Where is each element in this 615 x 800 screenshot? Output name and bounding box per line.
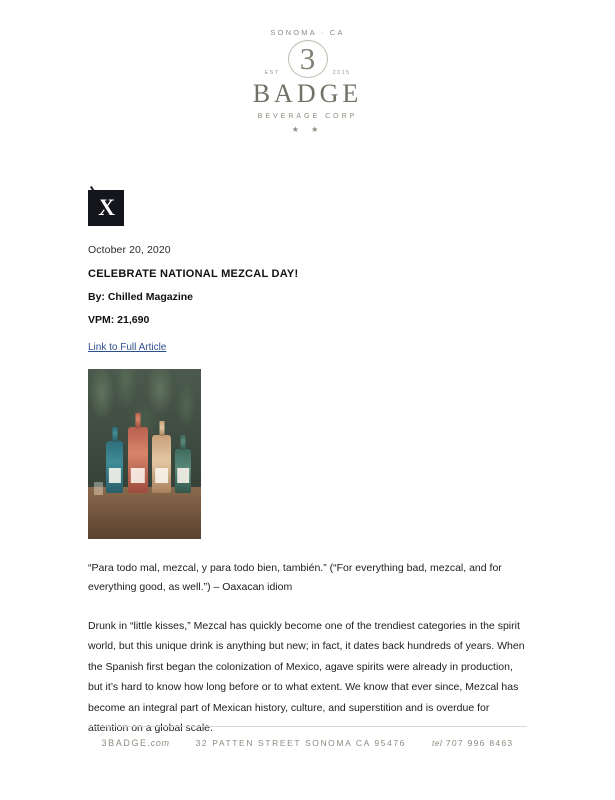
photo-table-surface <box>88 487 201 539</box>
article-headline: CELEBRATE NATIONAL MEZCAL DAY! <box>88 268 299 280</box>
logo-arc-text: SONOMA · CA <box>270 28 345 37</box>
logo-mark <box>281 38 335 78</box>
photo-bottle-4 <box>175 449 191 493</box>
article-quote: “Para todo mal, mezcal, y para todo bien, también.” (“For everything bad, mezcal, and for everything good, as well.”) – Oaxacan idiom <box>88 562 502 594</box>
photo-bottle-label <box>177 468 189 483</box>
footer-brand <box>102 738 170 748</box>
logo-numeral: 3 <box>299 40 316 76</box>
badge-logo <box>243 28 373 134</box>
photo-bottle-1 <box>106 441 123 493</box>
logo-glyph: X <box>98 195 114 220</box>
article-byline: By: Chilled Magazine <box>88 291 194 303</box>
logo-est-label: EST <box>264 70 280 76</box>
logo-stars-icon: ★ ★ <box>291 125 324 134</box>
photo-bottle-label <box>108 468 120 483</box>
logo-wordmark: BADGE <box>252 79 363 108</box>
logo-subtitle: BEVERAGE CORP <box>257 113 358 120</box>
photo-bottle-2 <box>128 427 148 493</box>
logo-ring <box>288 40 328 78</box>
logo-est-year: 2015 <box>332 70 351 76</box>
article-date: October 20, 2020 <box>88 244 171 256</box>
masthead <box>0 0 615 134</box>
photo-bottle-label <box>131 468 145 483</box>
photo-glass <box>94 482 103 495</box>
footer-brand-suffix: .com <box>147 738 170 748</box>
article-content <box>88 190 526 739</box>
footer-tel-label: tel <box>431 738 443 748</box>
article-photo <box>88 369 201 539</box>
chilled-magazine-logo-icon <box>88 190 124 226</box>
footer-telephone <box>432 738 513 748</box>
page-footer <box>88 726 527 748</box>
full-article-link[interactable]: Link to Full Article <box>88 342 167 353</box>
photo-bottle-label <box>155 468 169 483</box>
photo-bottle-3 <box>152 435 171 493</box>
footer-tel-number: 707 996 8463 <box>445 738 514 748</box>
footer-brand-name: 3BADGE <box>101 738 148 748</box>
article-body-paragraph: Drunk in “little kisses,” Mezcal has quickly become one of the trendiest categories in the spirit world, but this unique drink is anything but new; in fact, it dates back hundreds of years. When the Spanish first began the colonization of Mexico, agave spirits were already in production, but it’s hard to know how long before or to what extent. We know that ever since, Mezcal has become an integral part of Mexican history, culture, and superstition and is overdue for attention on a global scale. <box>88 619 525 735</box>
footer-address: 32 PATTEN STREET SONOMA CA 95476 <box>195 738 406 748</box>
article-vpm: VPM: 21,690 <box>88 314 150 326</box>
